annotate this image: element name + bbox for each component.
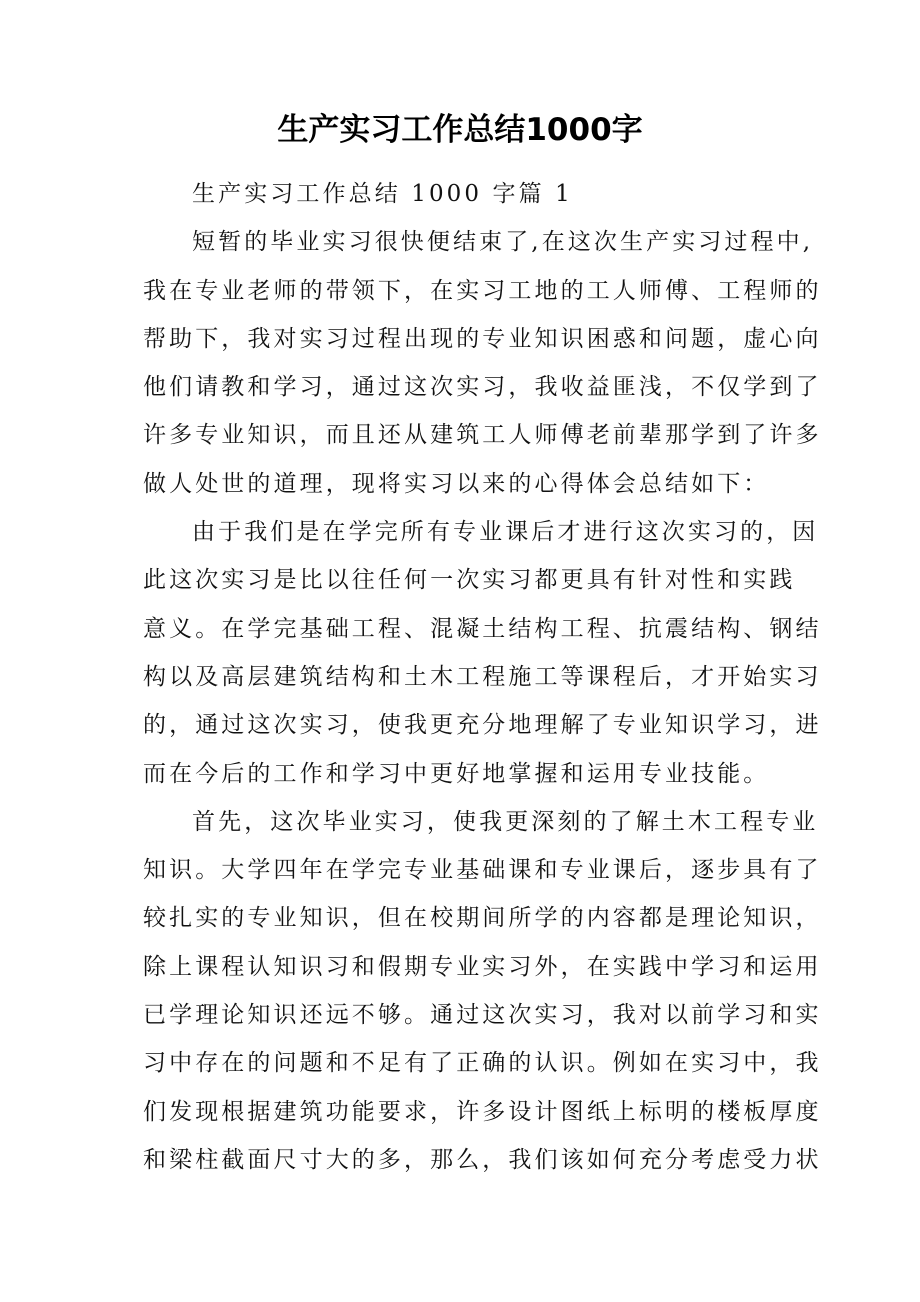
paragraph-line: 除上课程认知识习和假期专业实习外，在实践中学习和运用 — [143, 953, 822, 980]
paragraph-line: 和梁柱截面尺寸大的多，那么，我们该如何充分考虑受力状 — [143, 1146, 822, 1173]
paragraph-line: 构以及高层建筑结构和土木工程施工等课程后，才开始实习 — [143, 663, 822, 690]
paragraph-line: 帮助下，我对实习过程出现的专业知识困惑和问题，虚心向 — [143, 325, 822, 352]
paragraph-line: 较扎实的专业知识，但在校期间所学的内容都是理论知识， — [143, 905, 822, 932]
paragraph-line: 短暂的毕业实习很快便结束了,在这次生产实习过程中, — [192, 229, 814, 256]
paragraph-line: 由于我们是在学完所有专业课后才进行这次实习的，因 — [192, 519, 819, 546]
paragraph-line: 习中存在的问题和不足有了正确的认识。例如在实习中，我 — [143, 1050, 822, 1077]
paragraph-line: 已学理论知识还远不够。通过这次实习，我对以前学习和实 — [143, 1002, 822, 1029]
paragraph-line: 们发现根据建筑功能要求，许多设计图纸上标明的楼板厚度 — [143, 1098, 822, 1125]
paragraph-line: 意义。在学完基础工程、混凝土结构工程、抗震结构、钢结 — [143, 615, 822, 642]
paragraph-line: 而在今后的工作和学习中更好地掌握和运用专业技能。 — [143, 760, 770, 787]
subtitle: 生产实习工作总结 1000 字篇 1 — [192, 181, 573, 207]
paragraph-line: 许多专业知识，而且还从建筑工人师傅老前辈那学到了许多 — [143, 422, 822, 449]
paragraph-line: 我在专业老师的带领下，在实习工地的工人师傅、工程师的 — [143, 277, 822, 304]
paragraph-line: 他们请教和学习，通过这次实习，我收益匪浅，不仅学到了 — [143, 374, 822, 401]
document-body — [143, 170, 822, 1184]
paragraph-line: 首先，这次毕业实习，使我更深刻的了解土木工程专业 — [192, 808, 819, 835]
document-title: 生产实习工作总结1000字 — [277, 112, 643, 148]
paragraph-line: 的，通过这次实习，使我更充分地理解了专业知识学习，进 — [143, 712, 822, 739]
paragraph-line: 做人处世的道理，现将实习以来的心得体会总结如下： — [143, 470, 770, 497]
paragraph-line: 此这次实习是比以往任何一次实习都更具有针对性和实践 — [143, 567, 796, 594]
paragraph-line: 知识。大学四年在学完专业基础课和专业课后，逐步具有了 — [143, 857, 822, 884]
